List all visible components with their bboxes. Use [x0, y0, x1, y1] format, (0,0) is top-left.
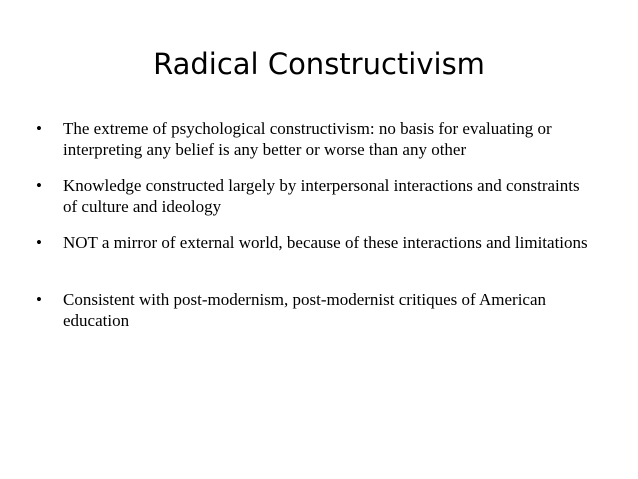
bullet-text: NOT a mirror of external world, because of these interactions and limitations	[63, 233, 588, 252]
bullet-icon: •	[36, 233, 42, 252]
slide-title: Radical Constructivism	[153, 47, 485, 81]
bullet-item	[36, 118, 596, 160]
bullet-item	[36, 232, 596, 253]
bullet-text: The extreme of psychological constructivism: no basis for evaluating or interpreting any belief is any better or worse than any other	[63, 119, 552, 159]
bullet-icon: •	[36, 176, 42, 195]
bullet-icon: •	[36, 290, 42, 309]
bullet-item	[36, 289, 596, 331]
bullet-text: Consistent with post-modernism, post-modernist critiques of American education	[63, 290, 547, 330]
bullet-item	[36, 175, 596, 217]
bullet-text: Knowledge constructed largely by interpersonal interactions and constraints of culture and ideology	[63, 176, 580, 216]
bullet-icon: •	[36, 119, 42, 138]
